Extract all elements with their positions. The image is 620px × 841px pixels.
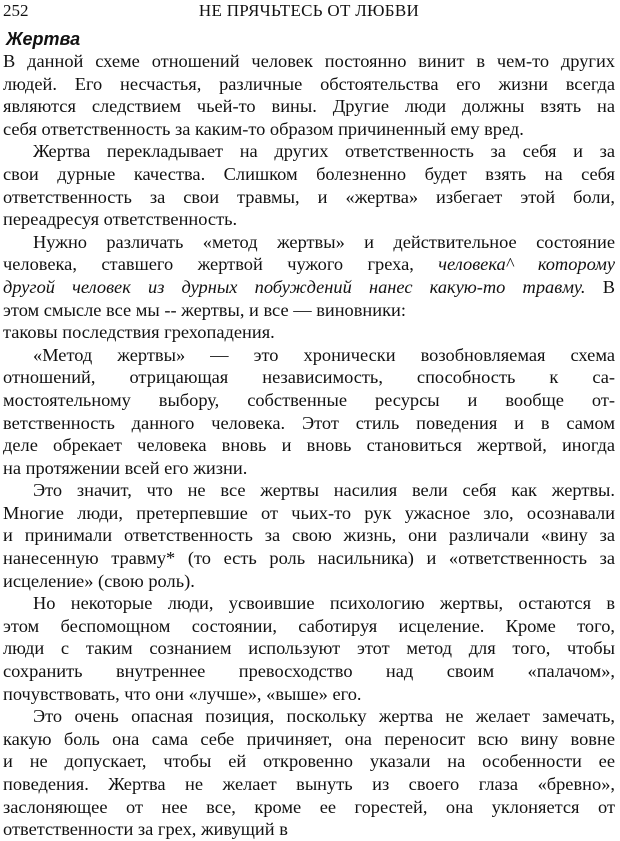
text: себя ответственность за каким-то образом причиненный ему вред. bbox=[3, 118, 524, 139]
text: «Метод жертвы» — это хронически возобновляемая схема bbox=[33, 344, 615, 365]
text-line bbox=[3, 276, 615, 299]
text-line bbox=[3, 299, 615, 322]
text: на протяжении всей его жизни. bbox=[3, 457, 248, 478]
text: В bbox=[602, 276, 615, 297]
text-line bbox=[3, 683, 615, 706]
text-line bbox=[3, 50, 615, 73]
text-line bbox=[3, 502, 615, 525]
text-line bbox=[3, 73, 615, 96]
section-heading: Жертва bbox=[6, 29, 81, 49]
page-body bbox=[3, 28, 615, 841]
text: мостоятельному выбору, собственные ресурсы и вообще от- bbox=[3, 389, 615, 410]
text: ответственности за грех, живущий в bbox=[3, 819, 288, 840]
text-line bbox=[3, 389, 615, 412]
text-line bbox=[3, 163, 615, 186]
text: Многие люди, претерпевшие от чьих-то рук ужасное зло, осознавали bbox=[3, 502, 615, 523]
text: почувствовать, что они «лучше», «выше» его. bbox=[3, 683, 362, 704]
text-line bbox=[3, 95, 615, 118]
text: люди с таким сознанием используют этот метод для того, чтобы bbox=[3, 638, 615, 659]
running-title: НЕ ПРЯЧЬТЕСЬ ОТ ЛЮБВИ bbox=[198, 1, 420, 20]
text-line bbox=[3, 773, 615, 796]
text: Это значит, что не все жертвы насилия вели себя как жертвы. bbox=[33, 480, 615, 501]
text-line bbox=[3, 796, 615, 819]
text: свои дурные качества. Слишком болезненно будет взять на себя bbox=[3, 163, 615, 184]
text: человека, ставшего жертвой чужого греха, bbox=[3, 254, 414, 275]
text-line bbox=[3, 615, 615, 638]
text: и не допускает, чтобы ей откровенно указали на особенности ее bbox=[3, 751, 615, 772]
text: Жертва перекладывает на других ответственность за себя и за bbox=[33, 141, 615, 162]
text: и принимали ответственность за свою жизнь, они различали «вину за bbox=[3, 525, 615, 546]
text: какую боль она сама себе причиняет, она переносит всю вину вовне bbox=[3, 728, 615, 749]
page-header bbox=[3, 0, 615, 22]
text: этом беспомощном состоянии, саботируя исцеление. Кроме того, bbox=[3, 615, 615, 636]
text-line bbox=[3, 412, 615, 435]
text-line bbox=[3, 705, 615, 728]
text-line bbox=[3, 818, 615, 841]
text-line bbox=[3, 660, 615, 683]
text: этом смысле все мы -- жертвы, и все — виновники: bbox=[3, 299, 407, 320]
text-line bbox=[3, 231, 615, 254]
text-line bbox=[3, 592, 615, 615]
text: В данной схеме отношений человек постоянно винит в чем-то других bbox=[3, 51, 615, 71]
text: поведения. Жертва не желает вынуть из своего глаза «бревно», bbox=[3, 774, 615, 794]
text: нанесенную травму* (то есть роль насильника) и «ответственность за bbox=[3, 548, 615, 569]
text-line bbox=[3, 253, 615, 276]
text-line bbox=[3, 524, 615, 547]
text-line bbox=[3, 637, 615, 660]
text: людей. Его несчастья, различные обстоятельства его жизни всегда bbox=[3, 73, 615, 94]
text: исцеление» (свою роль). bbox=[3, 570, 195, 591]
text: сохранить внутреннее превосходство над своим «палачом», bbox=[3, 661, 615, 682]
text: Это очень опасная позиция, поскольку жертва не желает замечать, bbox=[33, 706, 615, 727]
text: заслоняющее от нее все, кроме ее горестей, она уклоняется от bbox=[3, 796, 615, 817]
text: ветственность данного человека. Этот стиль поведения и в самом bbox=[3, 412, 615, 433]
text-line bbox=[3, 570, 615, 593]
text-line bbox=[3, 750, 615, 773]
text: переадресуя ответственность. bbox=[3, 209, 238, 230]
page-number: 252 bbox=[3, 1, 29, 20]
italic-text: другой человек из дурных побуждений нанес какую-то травму. bbox=[3, 276, 586, 297]
text-line bbox=[3, 457, 615, 480]
text-line bbox=[3, 186, 615, 209]
text-line bbox=[3, 321, 615, 344]
text-line bbox=[3, 344, 615, 367]
text-line bbox=[3, 479, 615, 502]
text: ответственность за свои травмы, и «жертва» избегает этой боли, bbox=[3, 186, 615, 207]
text: Нужно различать «метод жертвы» и действительное состояние bbox=[33, 231, 615, 252]
text: деле обрекает человека вновь и вновь становиться жертвой, иногда bbox=[3, 435, 615, 456]
text-line bbox=[3, 208, 615, 231]
italic-text: человека^ которому bbox=[438, 254, 615, 275]
text-line bbox=[3, 140, 615, 163]
text: являются следствием чьей-то вины. Другие люди должны взять на bbox=[3, 96, 615, 117]
text-line bbox=[3, 547, 615, 570]
text-line bbox=[3, 728, 615, 751]
text: отношений, отрицающая независимость, способность к са- bbox=[3, 367, 615, 388]
text-line bbox=[3, 118, 615, 141]
text-line bbox=[3, 366, 615, 389]
text: Но некоторые люди, усвоившие психологию жертвы, остаются в bbox=[33, 593, 615, 614]
text-line bbox=[3, 434, 615, 457]
text: таковы последствия грехопадения. bbox=[3, 322, 275, 343]
